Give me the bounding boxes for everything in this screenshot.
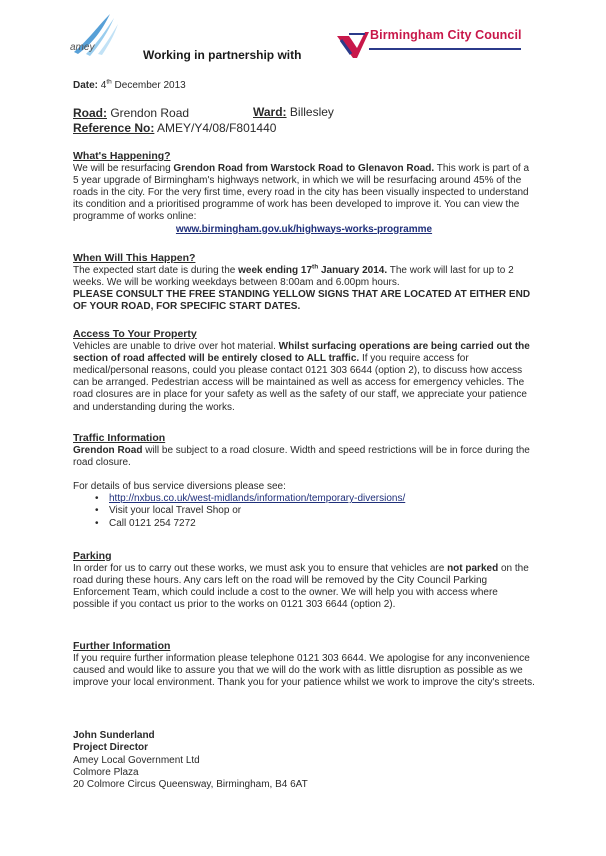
section-access — [73, 328, 535, 414]
council-logo-text: Birmingham City Council — [370, 28, 522, 42]
when-text: The expected start date is during the week ending 17th January 2014. The work will last for up to 2 weeks. We will be working weekdays between 8:00am and 6.00pm hours. — [73, 263, 514, 288]
whats-happening-text: We will be resurfacing Grendon Road from Warstock Road to Glenavon Road. This work is part of a 5 year upgrade of Birmingham's highways network, in which we will be resurfacing around 45% of the roads in the city. For the very first time, every road in the city has been visually inspected to understand its condition and a prioritised programme of work has been developed to improve it. You can view the programme of works online: — [73, 162, 530, 223]
section-when — [73, 252, 535, 313]
date-label: Date: — [73, 80, 99, 91]
section-parking — [73, 550, 535, 611]
traffic-text: Grendon Road will be subject to a road closure. Width and speed restrictions will be in force during the road closure. — [73, 444, 530, 468]
reference-line — [73, 121, 276, 135]
section-heading: Access To Your Property — [73, 328, 197, 340]
parking-text: In order for us to carry out these works, we must ask you to ensure that vehicles are not parked on the road during these hours. Any cars left on the road will be removed by the City Council Parking Enforcement Team, which could include a cost to the owner. We will help you with access where possible if you contact us prior to the works on 0121 303 6644 (option 2). — [73, 562, 529, 611]
signature-block — [73, 730, 308, 791]
section-whats-happening — [73, 150, 535, 236]
bus-list — [73, 493, 535, 530]
list-item: • Visit your local Travel Shop or — [95, 505, 535, 517]
section-heading: Parking — [73, 550, 112, 562]
ward-label: Ward: — [253, 105, 287, 119]
date-day-suffix: th — [106, 78, 112, 86]
signatory-name: John Sunderland — [73, 730, 155, 741]
section-further-info — [73, 640, 535, 689]
reference-label: Reference No: — [73, 121, 155, 135]
ward-line — [253, 105, 334, 119]
building-name: Colmore Plaza — [73, 766, 139, 778]
amey-logo-text: amey — [70, 42, 95, 53]
ward-value: Billesley — [289, 105, 334, 119]
section-heading: When Will This Happen? — [73, 252, 196, 264]
road-label: Road: — [73, 106, 107, 120]
list-item: • Call 0121 254 7272 — [95, 518, 535, 530]
reference-value: AMEY/Y4/08/F801440 — [157, 121, 277, 135]
road-value: Grendon Road — [110, 106, 190, 120]
bus-diversions-link[interactable]: http://nxbus.co.uk/west-midlands/information/temporary-diversions/ — [109, 493, 406, 505]
section-heading: Traffic Information — [73, 432, 166, 444]
date-day: 4 — [100, 80, 107, 91]
yellow-signs-notice: PLEASE CONSULT THE FREE STANDING YELLOW SIGNS THAT ARE LOCATED AT EITHER END OF YOUR ROAD, FOR SPECIFIC START DATES. — [73, 288, 531, 313]
letter-date — [73, 80, 186, 91]
section-heading: What's Happening? — [73, 150, 171, 162]
partnership-heading: Working in partnership with — [143, 48, 302, 62]
company-name: Amey Local Government Ltd — [73, 754, 200, 766]
list-item[interactable] — [95, 493, 535, 505]
section-heading: Further Information — [73, 640, 171, 652]
further-text: If you require further information please telephone 0121 303 6644. We apologise for any inconvenience caused and would like to assure you that we will do the work with as little disruption as possible as we improve your local environment. Thank you for your patience whilst we work to improve the city's streets. — [73, 652, 535, 688]
address: 20 Colmore Circus Queensway, Birmingham, B4 6AT — [73, 779, 308, 791]
programme-link[interactable]: www.birmingham.gov.uk/highways-works-programme — [175, 223, 433, 235]
signatory-title: Project Director — [73, 742, 149, 754]
access-text: Vehicles are unable to drive over hot material. Whilst surfacing operations are being carried out the section of road affected will be entirely closed to ALL traffic. If you require access for medical/personal reasons, could you please contact 0121 303 6644 (option 2), to discuss how access can be arranged. Pedestrian access will be maintained as well as access for emergency vehicles. The road closures are in place for your safety as well as the safety of our staff, we appreciate your patience and understanding during the works. — [73, 340, 530, 413]
bus-intro: For details of bus service diversions please see: — [73, 480, 286, 492]
date-rest: December 2013 — [111, 80, 186, 91]
section-traffic — [73, 432, 535, 530]
